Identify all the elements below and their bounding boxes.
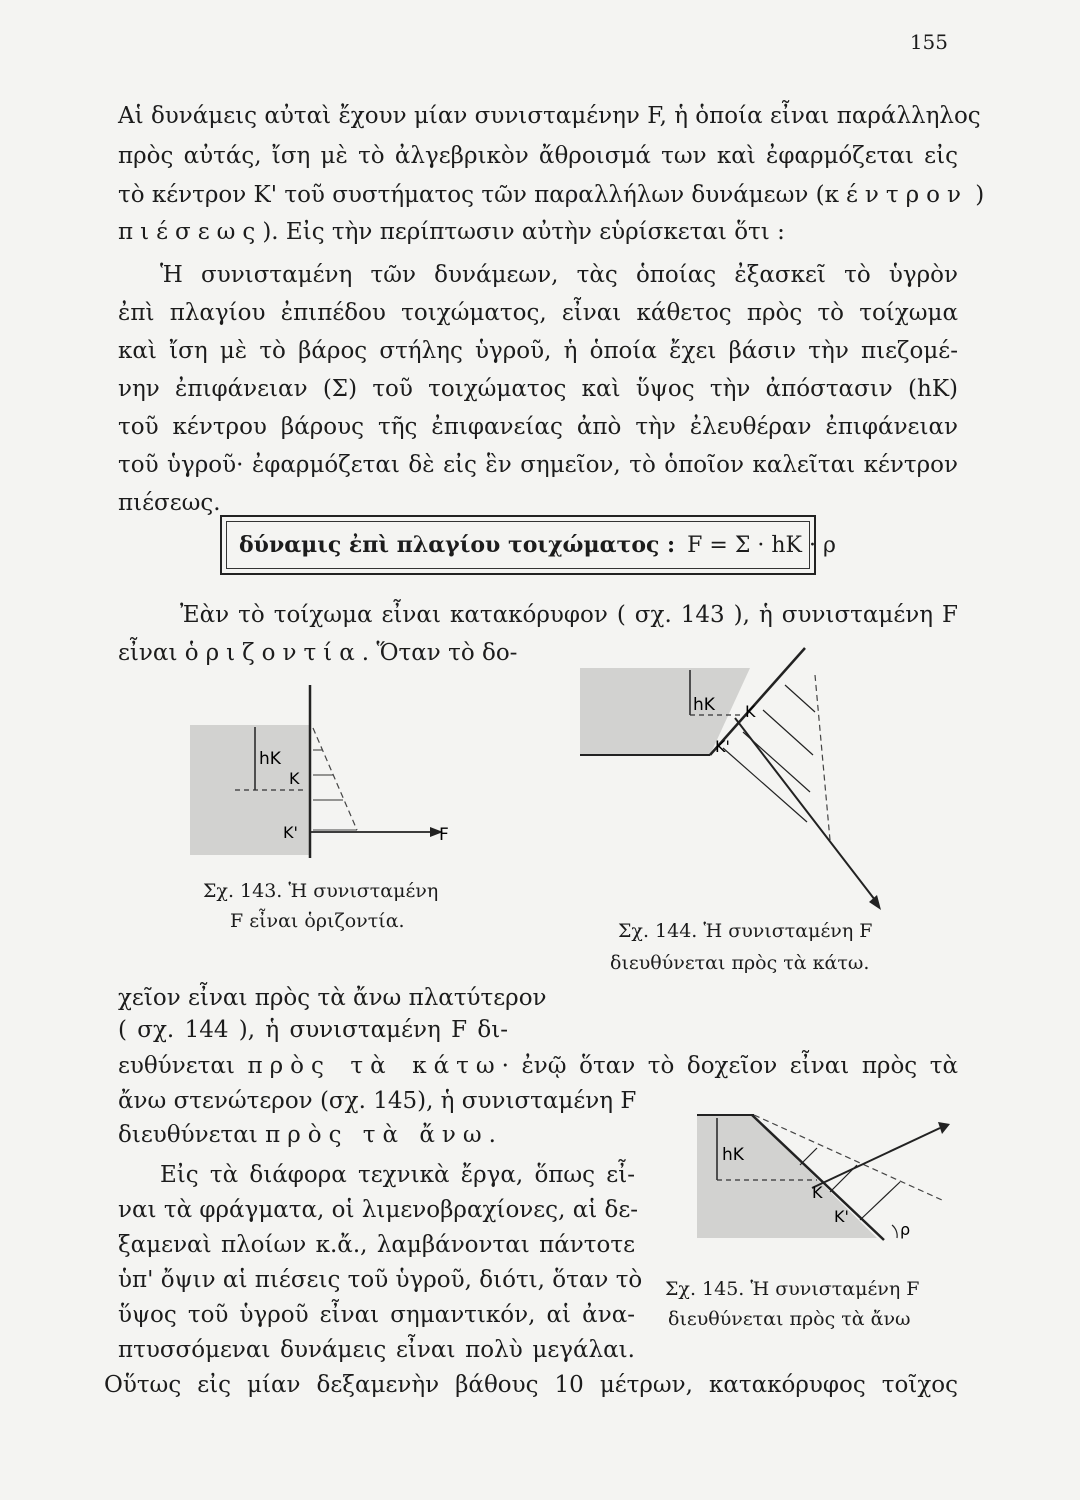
hk-label: hK	[693, 695, 715, 715]
figure-145	[692, 1110, 962, 1245]
pressure-arrow	[763, 710, 813, 755]
pressure-diagram	[313, 728, 357, 830]
text-line: Ἡ συνισταμένη τῶν δυνάμεων, τὰς ὁποίας ἐξασκεῖ τὸ ὑγρὸν	[160, 262, 958, 288]
figure-caption: F εἶναι ὁριζοντία.	[230, 910, 405, 932]
text-line: ξαμεναὶ πλοίων κ.ἄ., λαμβάνονται πάντοτε	[118, 1232, 635, 1258]
liquid-area	[697, 1115, 877, 1238]
text-line: νην ἐπιφάνειαν (Σ) τοῦ τοιχώματος καὶ ὕψος τὴν ἀπόστασιν (hK)	[118, 376, 958, 402]
hk-label: hK	[259, 749, 281, 769]
page-number: 155	[909, 30, 948, 54]
text-line: Αἱ δυνάμεις αὐταὶ ἔχουν μίαν συνισταμένην F, ἡ ὁποία εἶναι παράλληλος	[118, 103, 981, 129]
k-label: K	[289, 769, 300, 788]
text-line: Εἰς τὰ διάφορα τεχνικὰ ἔργα, ὅπως εἶ-	[160, 1162, 635, 1188]
text-line: ἄνω στενώτερον (σχ. 145), ἡ συνισταμένη F	[118, 1088, 637, 1114]
text-line: πτυσσόμεναι δυνάμεις εἶναι πολὺ μεγάλαι.	[118, 1337, 635, 1363]
f-label: F	[439, 825, 449, 845]
text-line: τοῦ ὑγροῦ· ἐφαρμόζεται δὲ εἰς ἓν σημεῖον, τὸ ὁποῖον καλεῖται κέντρον	[118, 452, 958, 478]
arrowhead	[869, 895, 881, 910]
text-line: πιέσεως.	[118, 490, 221, 516]
figure-caption: Σχ. 143. Ἡ συνισταμένη	[203, 880, 439, 902]
text-line: ( σχ. 144 ), ἡ συνισταμένη F δι-	[118, 1017, 508, 1043]
pressure-arrow	[723, 748, 807, 822]
text-line	[118, 219, 958, 245]
text-span: · ἐνῷ ὅταν τὸ δοχεῖον εἶναι πρὸς τὰ	[501, 1053, 958, 1079]
text-span: ). Εἰς τὴν περίπτωσιν αὐτὴν εὑρίσκεται ὅτι :	[262, 219, 785, 245]
text-line: Ἐὰν τὸ τοίχωμα εἶναι κατακόρυφον ( σχ. 143 ), ἡ συνισταμένη F	[180, 602, 958, 628]
k-label: K	[745, 702, 756, 721]
resultant-arrow	[735, 718, 875, 900]
formula-label: δύναμις ἐπὶ πλαγίου τοιχώματος :	[239, 532, 676, 558]
rho-label: ρ	[900, 1220, 911, 1239]
text-line: ὕψος τοῦ ὑγροῦ εἶναι σημαντικόν, αἱ ἀνα-	[118, 1302, 635, 1328]
formula: F = Σ · hK · ρ	[687, 532, 836, 558]
figure-caption: διευθύνεται πρὸς τὰ ἄνω	[668, 1308, 911, 1330]
resultant-arrow	[812, 1128, 940, 1188]
k-label: K	[812, 1183, 823, 1202]
pressure-arrow	[860, 1182, 900, 1220]
text-span: . Ὅταν τὸ δο-	[361, 640, 518, 666]
pressure-arrow	[785, 685, 815, 712]
text-line	[118, 1053, 958, 1079]
hk-label: hK	[722, 1145, 744, 1165]
formula-box	[220, 515, 836, 575]
k-prime-label: K'	[283, 823, 298, 842]
figure-caption: Σχ. 145. Ἡ συνισταμένη F	[665, 1278, 920, 1300]
spaced-term: ὁριζοντία	[184, 640, 362, 666]
figure-144	[575, 640, 890, 915]
text-line: τοῦ κέντρου βάρους τῆς ἐπιφανείας ἀπὸ τὴν ἐλευθέραν ἐπιφάνειαν	[118, 414, 958, 440]
k-prime-label: K'	[715, 737, 730, 756]
text-span: εἶναι	[118, 640, 178, 666]
text-line	[118, 640, 528, 666]
text-span: διευθύνεται	[118, 1122, 258, 1148]
text-span: ευθύνεται	[118, 1053, 235, 1079]
pressure-arrow	[800, 1148, 817, 1165]
spaced-term: πιέσεως	[118, 219, 263, 245]
k-prime-label: K'	[834, 1207, 849, 1226]
text-line: Οὕτως εἰς μίαν δεξαμενὴν βάθους 10 μέτρων, κατακόρυφος τοῖχος	[104, 1372, 958, 1398]
spaced-term: πρὸς τὰ ἄνω.	[265, 1122, 503, 1148]
text-line: καὶ ἴση μὲ τὸ βάρος στήλης ὑγροῦ, ἡ ὁποία ἔχει βάσιν τὴν πιεζομέ-	[118, 338, 958, 364]
figure-caption: Σχ. 144. Ἡ συνισταμένη F	[618, 920, 873, 942]
text-line: πρὸς αὐτάς, ἴση μὲ τὸ ἀλγεβρικὸν ἄθροισμά των καὶ ἐφαρμόζεται εἰς	[118, 143, 958, 169]
text-line	[118, 1122, 628, 1148]
text-line: τὸ κέντρον Κ' τοῦ συστήματος τῶν παραλλήλων δυνάμεων (κέντρον )	[118, 182, 985, 208]
figure-143	[185, 680, 465, 870]
spaced-term: πρὸς τὰ κάτω	[247, 1053, 502, 1079]
text-line: ὑπ' ὄψιν αἱ πιέσεις τοῦ ὑγροῦ, διότι, ὅταν τὸ	[118, 1267, 643, 1293]
text-span: τὸ κέντρον Κ' τοῦ συστήματος τῶν παραλλήλων δυνάμεων (	[118, 182, 825, 208]
figure-caption: διευθύνεται πρὸς τὰ κάτω.	[610, 952, 870, 974]
angle-arc	[892, 1225, 897, 1238]
spaced-term: κέντρον	[824, 182, 968, 208]
pressure-diagram	[815, 675, 830, 840]
text-line: ναι τὰ φράγματα, οἱ λιμενοβραχίονες, αἱ δε-	[118, 1197, 639, 1223]
text-line: χεῖον εἶναι πρὸς τὰ ἄνω πλατύτερον	[118, 985, 547, 1011]
text-line: ἐπὶ πλαγίου ἐπιπέδου τοιχώματος, εἶναι κάθετος πρὸς τὸ τοίχωμα	[118, 300, 958, 326]
